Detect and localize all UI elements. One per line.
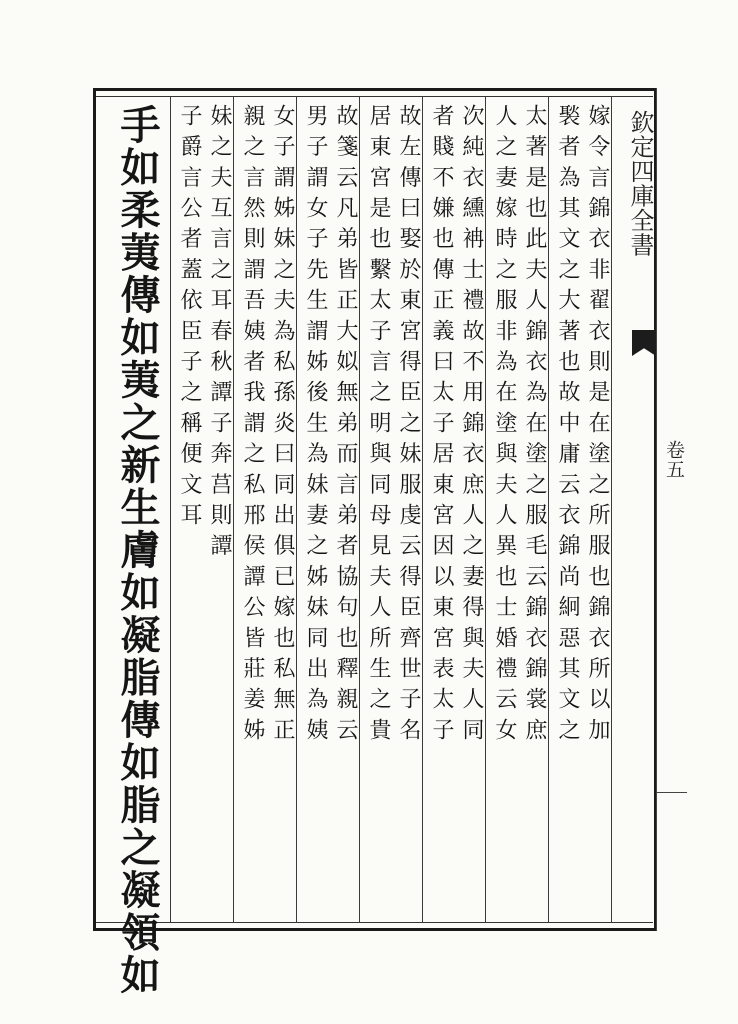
text-column-3: 太著是也此夫人錦衣為在塗之服毛云錦衣錦裳庶 bbox=[522, 104, 547, 749]
edge-line bbox=[656, 88, 657, 931]
main-text-column: 手如柔荑傳如荑之新生膚如凝脂傳如脂之凝領如 bbox=[114, 104, 161, 997]
text-column-11: 女子謂姊妹之夫為私孫炎曰同出俱已嫁也私無正 bbox=[270, 104, 295, 749]
text-column-4: 人之妻嫁時之服非為在塗與夫人異也士婚禮云女 bbox=[492, 104, 517, 749]
column-divider bbox=[170, 96, 171, 923]
text-column-10: 男子謂女子先生謂姊後生為妹妻之姊妹同出為姨 bbox=[303, 104, 328, 749]
text-column-5: 次純衣纁袡士禮故不用錦衣庶人之妻得與夫人同 bbox=[459, 104, 484, 749]
frame-top-rule bbox=[96, 96, 653, 97]
edge-tick bbox=[657, 792, 687, 793]
text-column-7: 故左傳曰娶於東宮得臣之妹服虔云得臣齊世子名 bbox=[396, 104, 421, 749]
text-column-12: 親之言然則謂吾姨者我謂之私邢侯譚公皆莊姜姊 bbox=[240, 104, 265, 749]
text-column-8: 居東宮是也繫太子言之明與同母見夫人所生之貴 bbox=[366, 104, 391, 749]
text-column-6: 者賤不嫌也傳正義曰太子居東宮因以東宮表太子 bbox=[429, 104, 454, 749]
running-title: 欽定四庫全書 bbox=[626, 110, 654, 257]
text-column-1: 嫁令言錦衣非翟衣則是在塗之所服也錦衣所以加 bbox=[585, 104, 610, 749]
frame-bottom-rule bbox=[96, 922, 653, 923]
juan-label: 卷五 bbox=[663, 440, 685, 479]
text-column-14: 子爵言公者蓋依臣子之稱便文耳 bbox=[177, 104, 202, 534]
text-column-13: 妹之夫互言之耳春秋譚子奔莒則譚 bbox=[207, 104, 232, 565]
text-column-9: 故箋云凡弟皆正大姒無弟而言弟者協句也釋親云 bbox=[333, 104, 358, 749]
text-column-2: 褧者為其文之大著也故中庸云衣錦尚絅惡其文之 bbox=[555, 104, 580, 749]
